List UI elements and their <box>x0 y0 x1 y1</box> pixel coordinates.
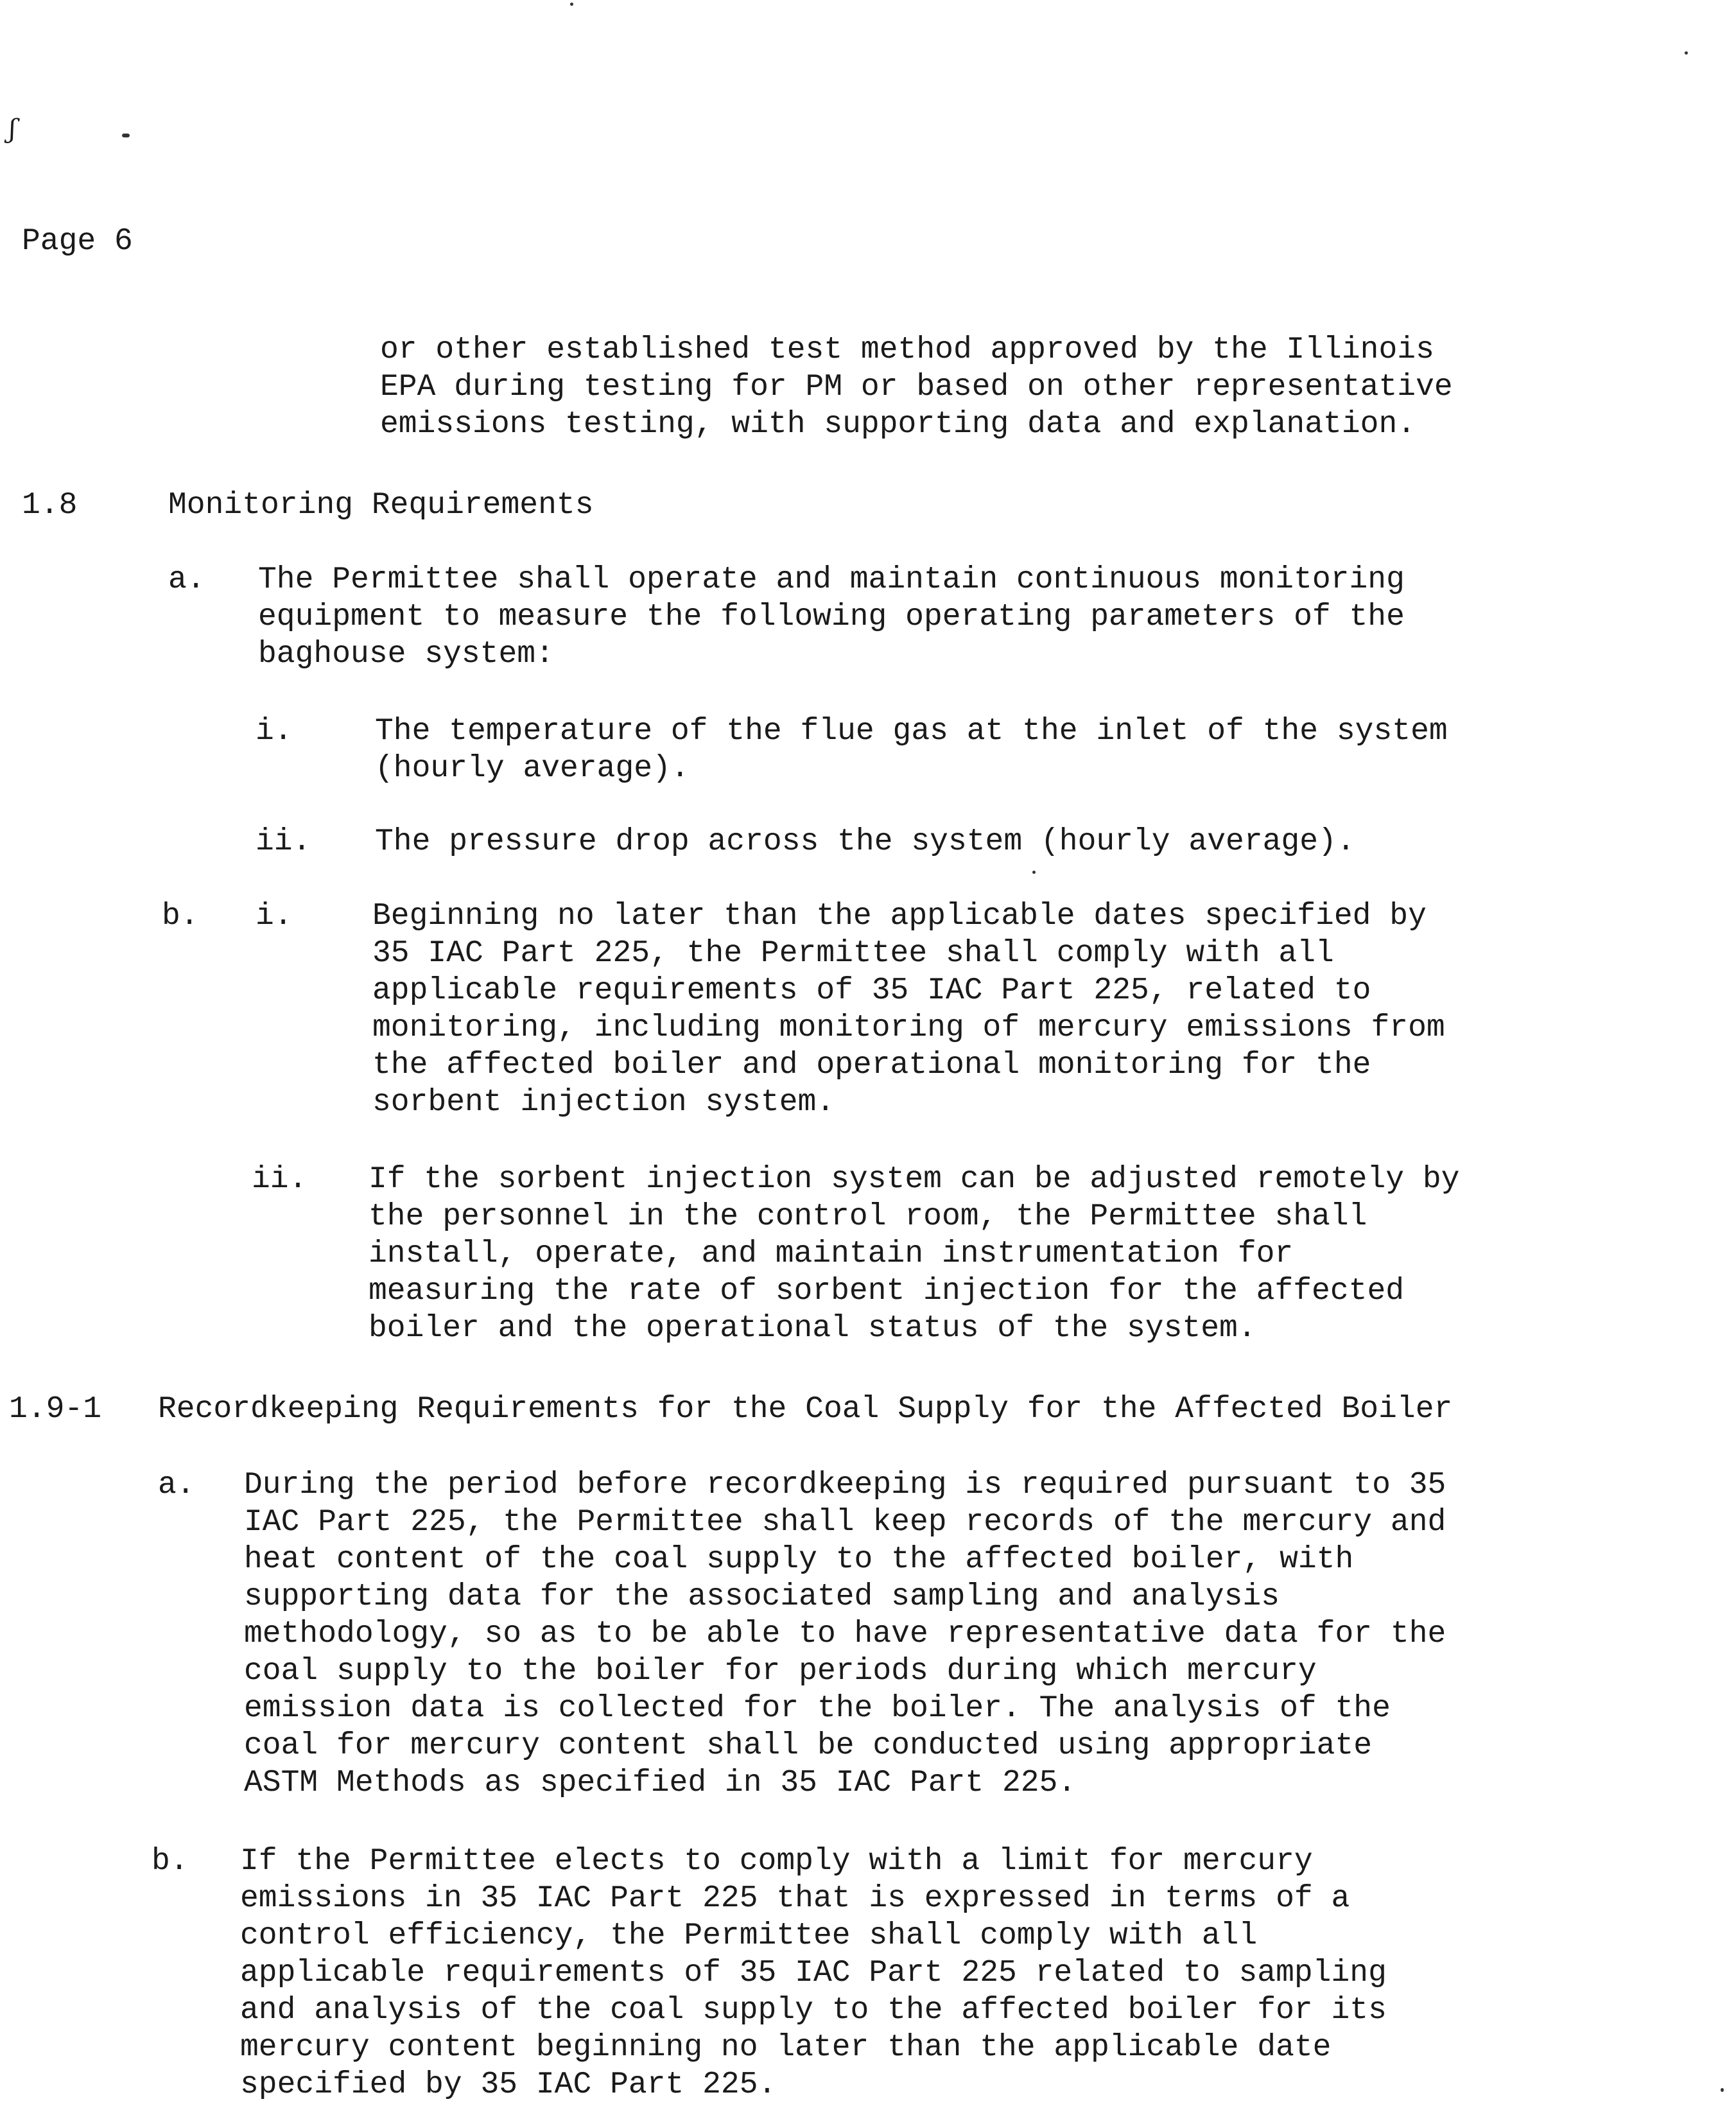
section-number: 1.8 <box>22 488 78 523</box>
item-a-paragraph <box>244 1466 1446 1802</box>
text-line: baghouse system: <box>258 637 554 672</box>
text-line: IAC Part 225, the Permittee shall keep records of the mercury and <box>244 1505 1446 1540</box>
text-line: EPA during testing for PM or based on other representative <box>380 370 1453 405</box>
text-line: Beginning no later than the applicable dates specified by <box>372 899 1427 934</box>
text-line: If the Permittee elects to comply with a limit for mercury <box>240 1844 1313 1879</box>
text-line: equipment to measure the following operating parameters of the <box>258 600 1405 634</box>
text-line: applicable requirements of 35 IAC Part 225, related to <box>372 973 1371 1008</box>
subitem-paragraph <box>375 823 1355 860</box>
item-label: b. <box>152 1844 189 1879</box>
item-a-paragraph <box>258 561 1405 673</box>
item-label: a. <box>158 1468 195 1502</box>
subitem-label: ii. <box>256 824 311 859</box>
text-line: 35 IAC Part 225, the Permittee shall comply with all <box>372 936 1334 971</box>
text-line: emissions testing, with supporting data and explanation. <box>380 407 1416 442</box>
scan-speck <box>122 134 130 137</box>
text-line: monitoring, including monitoring of mercury emissions from <box>372 1011 1445 1045</box>
text-line: applicable requirements of 35 IAC Part 225 related to sampling <box>240 1956 1387 1990</box>
item-label: b. <box>162 899 199 934</box>
scan-speck <box>570 3 573 6</box>
text-line: measuring the rate of sorbent injection for the affected <box>369 1274 1405 1309</box>
text-line: coal supply to the boiler for periods during which mercury <box>244 1654 1317 1689</box>
item-label: a. <box>168 562 205 597</box>
subitem-label: i. <box>256 899 293 934</box>
text-line: sorbent injection system. <box>372 1085 835 1120</box>
text-line: The pressure drop across the system (hourly average). <box>375 824 1355 859</box>
intro-paragraph <box>380 331 1453 443</box>
scan-speck <box>1721 2088 1724 2092</box>
text-line: supporting data for the associated sampling and analysis <box>244 1580 1280 1614</box>
text-line: emission data is collected for the boiler. The analysis of the <box>244 1691 1391 1726</box>
item-b-paragraph <box>240 1843 1387 2103</box>
section-title: Monitoring Requirements <box>168 488 594 523</box>
text-line: If the sorbent injection system can be adjusted remotely by <box>369 1162 1460 1197</box>
text-line: and analysis of the coal supply to the affected boiler for its <box>240 1993 1387 2028</box>
text-line: (hourly average). <box>375 751 690 786</box>
text-line: install, operate, and maintain instrumentation for <box>369 1237 1294 1271</box>
text-line: heat content of the coal supply to the affected boiler, with <box>244 1542 1354 1577</box>
text-line: The Permittee shall operate and maintain continuous monitoring <box>258 562 1405 597</box>
scan-mark: ʃ <box>9 114 16 144</box>
section-title: Recordkeeping Requirements for the Coal Supply for the Affected Boiler <box>158 1392 1453 1427</box>
text-line: specified by 35 IAC Part 225. <box>240 2067 777 2102</box>
text-line: coal for mercury content shall be conducted using appropriate <box>244 1728 1373 1763</box>
subitem-paragraph <box>372 898 1445 1121</box>
text-line: methodology, so as to be able to have representative data for the <box>244 1617 1446 1651</box>
text-line: ASTM Methods as specified in 35 IAC Part 225. <box>244 1766 1077 1800</box>
text-line: boiler and the operational status of the system. <box>369 1311 1256 1346</box>
text-line: the affected boiler and operational monitoring for the <box>372 1048 1371 1083</box>
text-line: or other established test method approved by the Illinois <box>380 333 1434 367</box>
subitem-label: i. <box>256 714 293 749</box>
scan-speck <box>1685 51 1688 55</box>
page-number: Page 6 <box>22 224 133 259</box>
text-line: the personnel in the control room, the Permittee shall <box>369 1199 1367 1234</box>
text-line: emissions in 35 IAC Part 225 that is expressed in terms of a <box>240 1881 1350 1916</box>
text-line: During the period before recordkeeping is required pursuant to 35 <box>244 1468 1446 1502</box>
text-line: control efficiency, the Permittee shall comply with all <box>240 1919 1258 1953</box>
scan-speck <box>1032 871 1036 874</box>
subitem-paragraph <box>369 1161 1459 1347</box>
text-line: mercury content beginning no later than the applicable date <box>240 2030 1332 2065</box>
section-number: 1.9-1 <box>9 1392 102 1427</box>
subitem-label: ii. <box>252 1162 308 1197</box>
subitem-paragraph <box>375 713 1448 787</box>
text-line: The temperature of the flue gas at the inlet of the system <box>375 714 1448 749</box>
